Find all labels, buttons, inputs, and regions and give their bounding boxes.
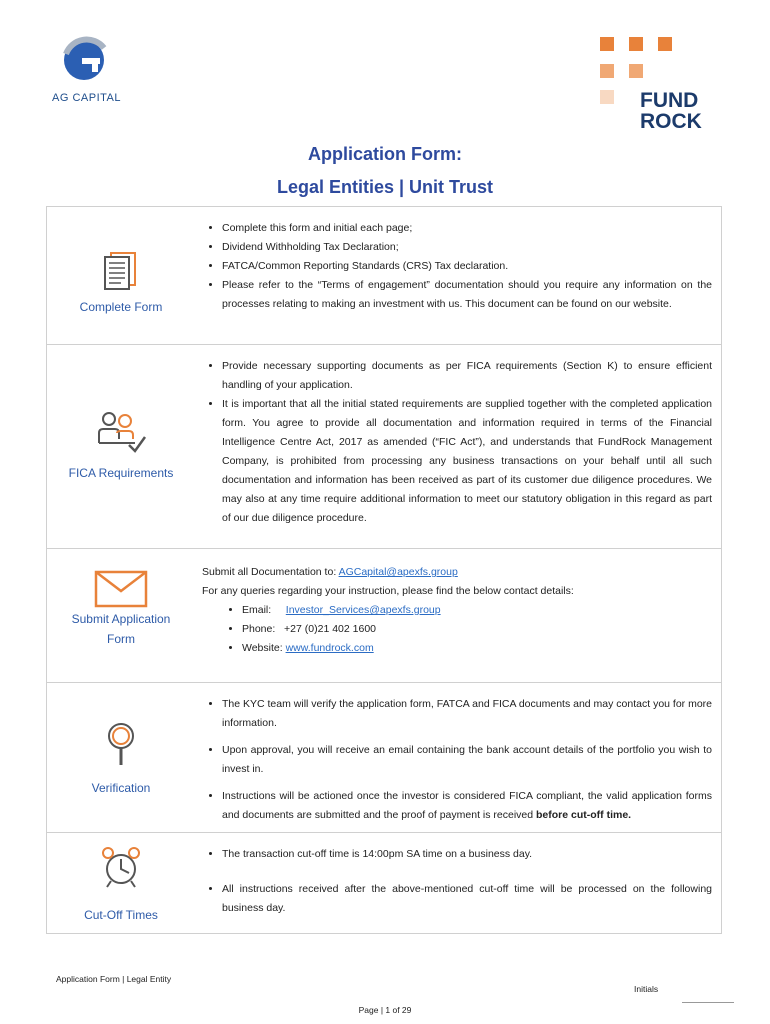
section-fica-requirements — [47, 345, 721, 549]
submit-line: Submit all Documentation to: AGCapital@apexfs.group — [202, 566, 458, 578]
people-check-icon — [95, 409, 147, 457]
page-subtitle: Legal Entities | Unit Trust — [276, 177, 494, 197]
contact-website: • Website: www.fundrock.com — [242, 639, 712, 658]
list-item: • Provide necessary supporting documents as per FICA requirements (Section K) to ensure efficient handling of your application. — [222, 357, 712, 395]
queries-line: For any queries regarding your instruction, please find the below contact details: — [202, 585, 574, 597]
cutoff-list — [202, 845, 712, 918]
submit-email-link[interactable]: AGCapital@apexfs.group — [338, 566, 458, 578]
section-cutoff-times — [47, 833, 721, 933]
list-item: • Dividend Withholding Tax Declaration; — [222, 238, 712, 257]
fica-list — [202, 357, 712, 528]
section-verification — [47, 683, 721, 833]
fundrock-logo-text: FUND ROCK — [640, 89, 702, 133]
section-submit-application — [47, 549, 721, 683]
initials-field[interactable] — [682, 1002, 734, 1003]
document-icon — [97, 247, 145, 295]
instructions-table — [46, 206, 722, 934]
complete-form-list — [202, 219, 712, 314]
list-item: • Upon approval, you will receive an email containing the bank account details of the portfolio you wish to invest in. — [222, 741, 712, 779]
section-label-verification: Verification — [91, 781, 151, 795]
section-label-submit: Submit Application Form — [71, 612, 171, 646]
page-title: Application Form: — [308, 144, 462, 164]
contact-list — [202, 601, 712, 658]
list-item: • Complete this form and initial each page; — [222, 219, 712, 238]
envelope-icon — [93, 569, 149, 609]
website-link[interactable]: www.fundrock.com — [285, 642, 374, 654]
list-item: • The KYC team will verify the application form, FATCA and FICA documents and may contact you for more information. — [222, 695, 712, 733]
footer-document-name: Application Form | Legal Entity — [56, 974, 172, 984]
section-label-complete-form: Complete Form — [79, 300, 163, 314]
list-item: • All instructions received after the above-mentioned cut-off time will be processed on the following business day. — [222, 880, 712, 918]
list-item: • FATCA/Common Reporting Standards (CRS) Tax declaration. — [222, 257, 712, 276]
section-complete-form — [47, 207, 721, 345]
verification-list — [202, 695, 712, 825]
section-label-cutoff: Cut-Off Times — [84, 908, 158, 922]
ag-capital-logo-text: AG CAPITAL — [52, 92, 121, 104]
list-item: • The transaction cut-off time is 14:00pm SA time on a business day. — [222, 845, 712, 864]
section-label-fica: FICA Requirements — [68, 466, 174, 480]
alarm-clock-icon — [99, 845, 143, 889]
list-item: • Please refer to the “Terms of engagement” documentation should you require any information on the processes relating to making an investment with us. This document can be found on our website. — [222, 276, 712, 314]
contact-email: • Email: Investor_Services@apexfs.group — [242, 601, 712, 620]
footer-initials-label: Initials — [634, 984, 659, 994]
magnifier-icon — [104, 721, 138, 767]
investor-email-link[interactable]: Investor_Services@apexfs.group — [285, 604, 441, 616]
list-item: • Instructions will be actioned once the investor is considered FICA compliant, the valid application forms and documents are submitted and the proof of payment is received before cut-off time. — [222, 787, 712, 825]
page-number: Page | 1 of 29 — [358, 1005, 412, 1015]
list-item: • It is important that all the initial stated requirements are supplied together with the completed application form. You agree to provide all documentation and information required in terms of the Financial Intelligence Centre Act, 2017 as amended (“FIC Act”), and understands that FundRock Management Company, is prohibited from processing any business transactions on your behalf until all such documentation and information has been received as part of its customer due diligence procedures. We may also at any time require additional information to meet our statutory obligation in this regard as part of our due diligence procedure. — [222, 395, 712, 528]
contact-phone: • Phone: +27 (0)21 402 1600 — [242, 620, 712, 639]
